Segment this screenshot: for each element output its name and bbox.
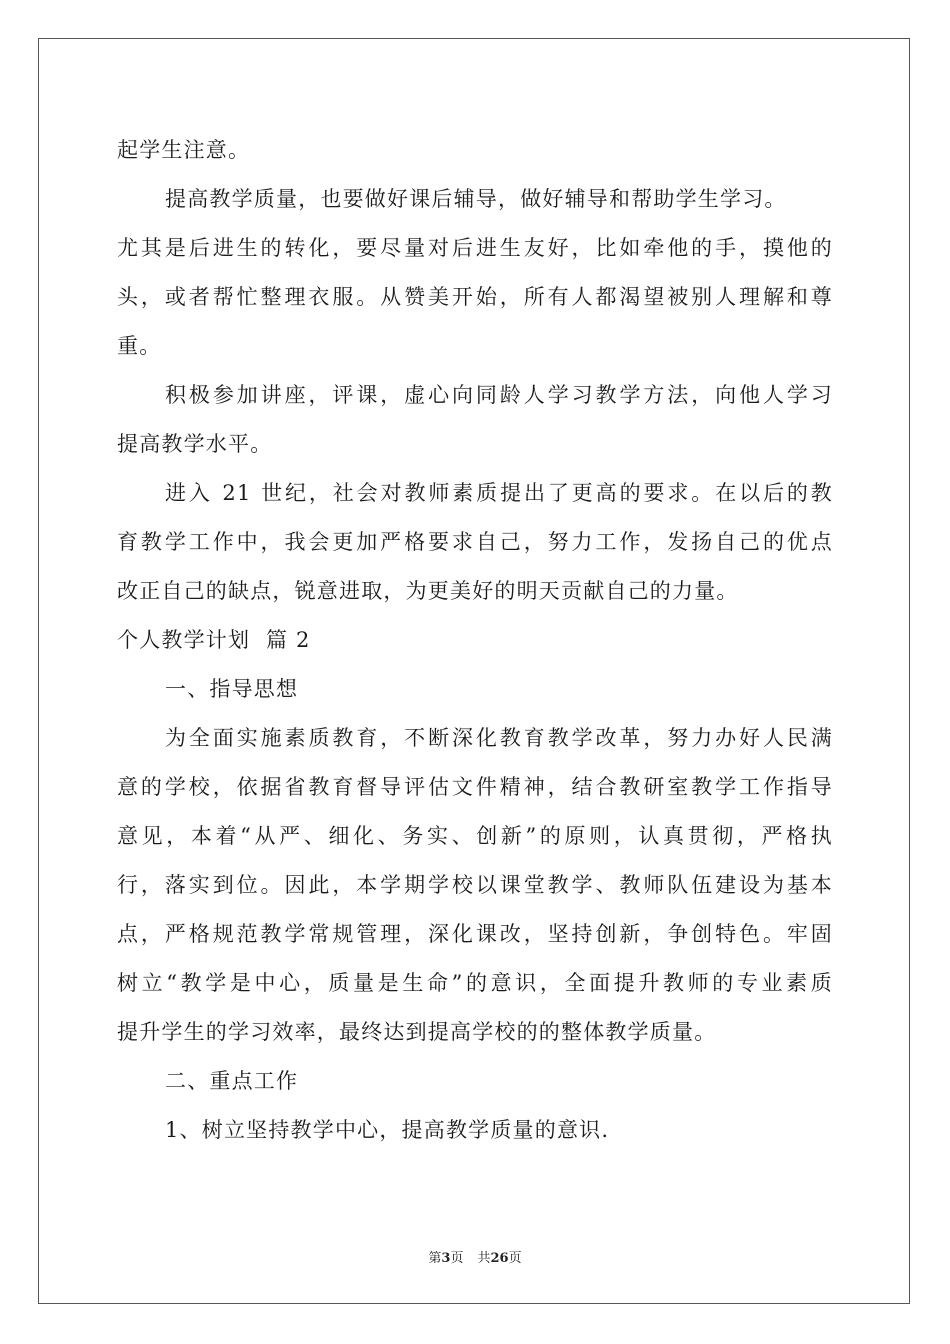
page-current: 3 xyxy=(441,1251,451,1266)
text-line: 进入 21 世纪，社会对教师素质提出了更高的要求。在以后的教 xyxy=(165,481,833,505)
text-line: 为全面实施素质教育，不断深化教育教学改革，努力办好人民满 xyxy=(165,726,833,750)
text-line: 提升学生的学习效率，最终达到提高学校的的整体教学质量。 xyxy=(117,1020,717,1044)
text-line: 树立“教学是中心，质量是生命”的意识，全面提升教师的专业素质 xyxy=(117,971,833,995)
text-line: 起学生注意。 xyxy=(117,138,251,162)
section-heading: 个人教学计划 篇 2 xyxy=(117,628,311,652)
text-line: 积极参加讲座，评课，虚心向同龄人学习教学方法，向他人学习 xyxy=(165,383,833,407)
text-line: 提高教学水平。 xyxy=(117,432,273,456)
text-line: 头，或者帮忙整理衣服。从赞美开始，所有人都渴望被别人理解和尊 xyxy=(117,285,833,309)
text-line: 尤其是后进生的转化，要尽量对后进生友好，比如牵他的手，摸他的 xyxy=(117,236,833,260)
text-line: 1、树立坚持教学中心，提高教学质量的意识. xyxy=(165,1118,610,1142)
subsection-heading: 二、重点工作 xyxy=(165,1069,299,1093)
page-prefix: 第 xyxy=(428,1251,442,1266)
text-line: 重。 xyxy=(117,334,162,358)
page-total: 26 xyxy=(490,1251,509,1266)
total-unit: 页 xyxy=(508,1251,522,1266)
text-line: 行，落实到位。因此，本学期学校以课堂教学、教师队伍建设为基本 xyxy=(117,873,833,897)
text-line: 点，严格规范教学常规管理，深化课改，坚持创新，争创特色。牢固 xyxy=(117,922,833,946)
text-line: 育教学工作中，我会更加严格要求自己，努力工作，发扬自己的优点 xyxy=(117,530,833,554)
document-body xyxy=(117,126,833,1155)
text-line: 改正自己的缺点，锐意进取，为更美好的明天贡献自己的力量。 xyxy=(117,579,739,603)
total-prefix: 共 xyxy=(477,1251,491,1266)
text-line: 意的学校，依据省教育督导评估文件精神，结合教研室教学工作指导 xyxy=(117,775,833,799)
text-line: 意见，本着“从严、细化、务实、创新”的原则，认真贯彻，严格执 xyxy=(117,824,833,848)
page-unit: 页 xyxy=(450,1251,464,1266)
subsection-heading: 一、指导思想 xyxy=(165,677,299,701)
page-footer xyxy=(0,1247,950,1266)
text-line: 提高教学质量，也要做好课后辅导，做好辅导和帮助学生学习。 xyxy=(165,187,787,211)
